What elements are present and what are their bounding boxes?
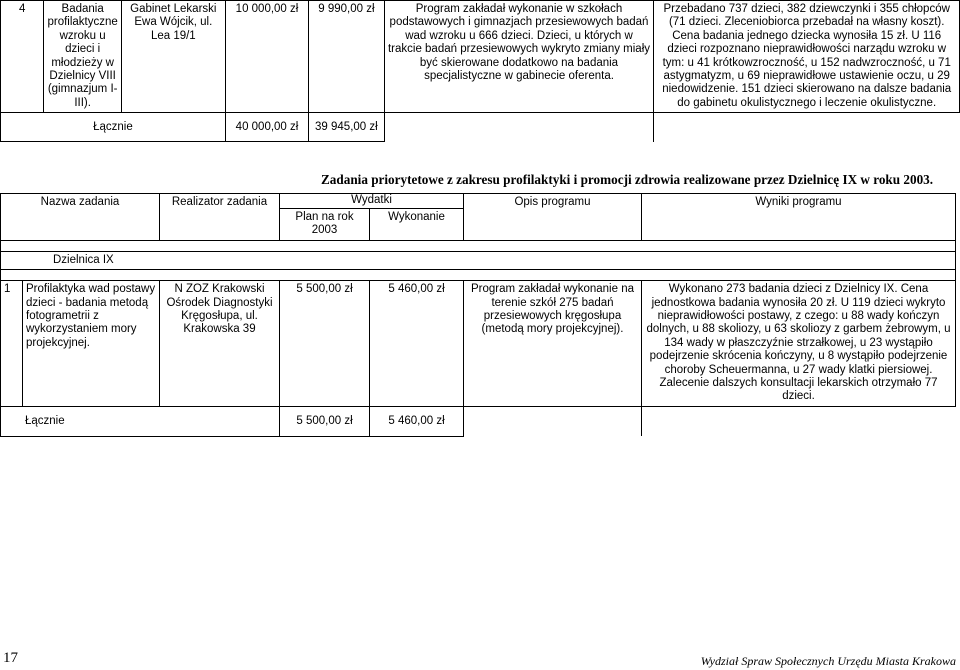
total-execution: 5 460,00 zł (370, 406, 464, 436)
row-number: 4 (1, 1, 44, 113)
program-description: Program zakładał wykonanie na terenie szkół 275 badań przesiewowych kręgosłupa (metodą mory projekcyjnej). (464, 281, 642, 407)
district-row (1, 251, 956, 269)
total-row (1, 406, 956, 436)
task-name: Badania profilaktyczne wzroku u dzieci i młodzieży w Dzielnicy VIII (gimnazjum I-III). (44, 1, 121, 113)
header-plan: Plan na rok 2003 (280, 209, 370, 241)
total-execution: 39 945,00 zł (309, 113, 384, 142)
page-number: 17 (3, 650, 18, 666)
task-implementer: Gabinet Lekarski Ewa Wójcik, ul. Lea 19/1 (121, 1, 225, 113)
previous-programs-table (0, 0, 960, 142)
district-ix-programs-table (0, 193, 956, 437)
district-label: Dzielnica IX (1, 251, 956, 269)
table-row (1, 281, 956, 407)
program-description: Program zakładał wykonanie w szkołach podstawowych i gimnazjach przesiewowych badań wad wzroku u 666 dzieci. Dzieci, u których w trakcie badań przesiewowych wykryto zmiany miały być skierowane dodatkowo na badania specjalistyczne w gabinecie oferenta. (384, 1, 654, 113)
header-task-name: Nazwa zadania (1, 194, 160, 241)
header-description: Opis programu (464, 194, 642, 241)
program-results: Wykonano 273 badania dzieci z Dzielnicy IX. Cena jednostkowa badania wynosiła 20 zł. U 119 dzieci wykryto nieprawidłowości postawy, z czego: u 88 wady kończyn dolnych, u 88 skoliozy, u 63 skoliozy z garbem żebrowym, u 134 wady w płaszczyźnie strzałkowej, u 23 wystąpiło podejrzenie skrócenia kończyny, u 8 wystąpiło podejrzenie choroby Scheuermanna, u 27 wady klatki piersiowej. Zalecenie dalszych konsultacji lekarskich otrzymało 77 dzieci. (642, 281, 956, 407)
execution-amount: 5 460,00 zł (370, 281, 464, 407)
header-results: Wyniki programu (642, 194, 956, 241)
plan-amount: 5 500,00 zł (280, 281, 370, 407)
plan-amount: 10 000,00 zł (225, 1, 308, 113)
table-row (1, 1, 960, 113)
total-label: Łącznie (1, 406, 280, 436)
header-implementer: Realizator zadania (160, 194, 280, 241)
page-footer: Wydział Spraw Społecznych Urzędu Miasta Krakowa (700, 654, 956, 668)
total-plan: 5 500,00 zł (280, 406, 370, 436)
header-row (1, 194, 956, 209)
program-results: Przebadano 737 dzieci, 382 dziewczynki i 355 chłopców (71 dzieci. Zleceniobiorca przebadał na własny koszt). Cena badania jednego dziecka wynosiła 15 zł. U 116 dzieci rozpoznano nieprawidłowości narządu wzroku w tym: u 41 krótkowzroczność, u 152 nadwzroczność, u 71 astygmatyzm, u 69 nieprawidłowe ustawienie oczu, u 29 niedowidzenie. 151 dzieci skierowano na dalsze badania do gabinetu okulistycznego i leczenie okulistyczne. (654, 1, 960, 113)
task-name: Profilaktyka wad postawy dzieci - badania metodą fotogrametrii z wykorzystaniem mory projekcyjnej. (23, 281, 160, 407)
task-implementer: N ZOZ Krakowski Ośrodek Diagnostyki Kręgosłupa, ul. Krakowska 39 (160, 281, 280, 407)
row-number: 1 (1, 281, 23, 407)
section-title: Zadania priorytetowe z zakresu profilaktyki i promocji zdrowia realizowane przez Dzielnicę IX w roku 2003. (321, 172, 934, 187)
total-row (1, 113, 960, 142)
header-expenses: Wydatki (280, 194, 464, 209)
total-label: Łącznie (1, 113, 226, 142)
execution-amount: 9 990,00 zł (309, 1, 384, 113)
total-plan: 40 000,00 zł (225, 113, 308, 142)
header-execution: Wykonanie (370, 209, 464, 241)
